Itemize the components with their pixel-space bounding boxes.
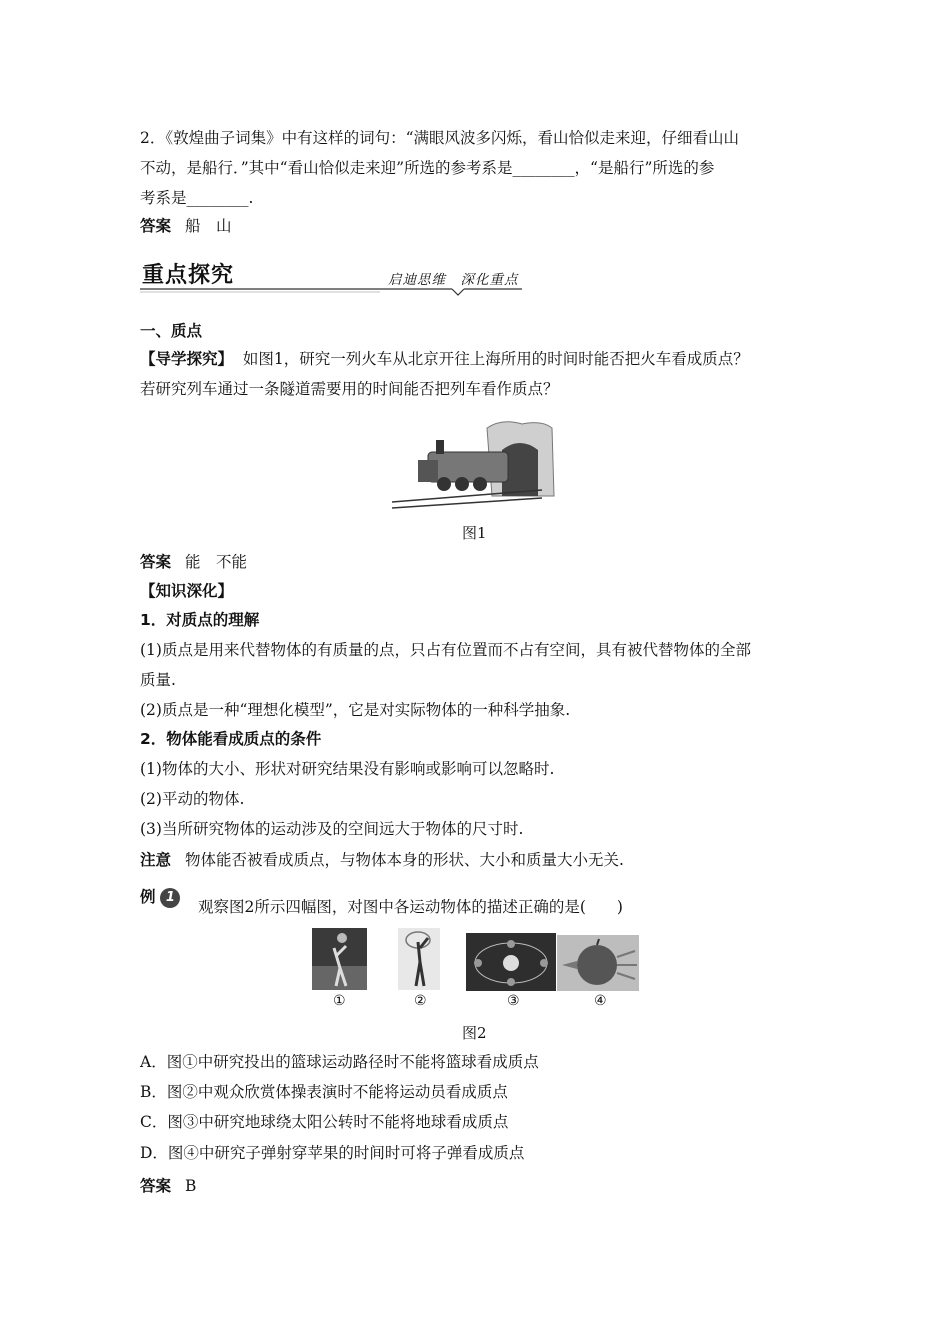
image-label-1: ① (333, 993, 346, 1009)
q2-line-1: 2．《敦煌曲子词集》中有这样的词句：“满眼风波多闪烁，看山恰似走来迎，仔细看山山 (140, 129, 740, 147)
part1-answer (140, 551, 247, 573)
example-number-badge: 1 (160, 888, 180, 908)
note-line (140, 849, 624, 871)
part1-heading: 一、质点 (140, 322, 203, 340)
option-c: C．图③中研究地球绕太阳公转时不能将地球看成质点 (140, 1113, 509, 1131)
knowledge-item1-p2: (2)质点是一种“理想化模型”，它是对实际物体的一种科学抽象. (140, 701, 571, 719)
gymnast-image (398, 928, 440, 990)
guide-line-2: 若研究列车通过一条隧道需要用的时间能否把列车看作质点？ (140, 380, 559, 398)
fig1-caption: 图1 (462, 524, 487, 542)
basketball-image (312, 928, 367, 990)
knowledge-item2-title: 2．物体能看成质点的条件 (140, 730, 322, 748)
example-char: 例 (140, 888, 156, 906)
example-question: 观察图2所示四幅图，对图中各运动物体的描述正确的是( ) (198, 898, 623, 916)
note-label: 注意 (140, 851, 172, 869)
knowledge-item2-p1: (1)物体的大小、形状对研究结果没有影响或影响可以忽略时. (140, 760, 555, 778)
answer-label: 答案 (140, 217, 172, 235)
section-underline (140, 258, 522, 298)
knowledge-item1-p1-line1: (1)质点是用来代替物体的有质量的点，只占有位置而不占有空间，具有被代替物体的全部 (140, 641, 751, 659)
apple-bullet-image (557, 935, 639, 991)
guide-label: 【导学探究】 (140, 350, 234, 368)
q2-answer (140, 215, 232, 237)
section-subtitle: 启迪思维 深化重点 (388, 272, 519, 288)
section-header (140, 258, 520, 298)
knowledge-item2-p3: (3)当所研究物体的运动涉及的空间远大于物体的尺寸时. (140, 820, 524, 838)
section-title: 重点探究 (142, 263, 235, 288)
image-label-3: ③ (507, 993, 520, 1009)
knowledge-item1-p1-line2: 质量. (140, 671, 176, 689)
note-text: 物体能否被看成质点，与物体本身的形状、大小和质量大小无关. (185, 851, 624, 869)
earth-orbit-image (466, 933, 556, 991)
answer-label: 答案 (140, 1177, 172, 1195)
answer-label: 答案 (140, 553, 172, 571)
train-tunnel-image (392, 418, 557, 510)
option-b: B．图②中观众欣赏体操表演时不能将运动员看成质点 (140, 1083, 508, 1101)
answer-text: 船 山 (185, 217, 232, 235)
knowledge-item2-p2: (2)平动的物体. (140, 790, 245, 808)
image-label-2: ② (414, 993, 427, 1009)
example-answer (140, 1175, 196, 1197)
q2-line-3: 考系是________. (140, 189, 254, 207)
answer-text: B (185, 1177, 197, 1195)
guide-text: 如图1，研究一列火车从北京开往上海所用的时间时能否把火车看成质点？ (242, 350, 749, 368)
image-label-4: ④ (594, 993, 607, 1009)
option-d: D．图④中研究子弹射穿苹果的时间时可将子弹看成质点 (140, 1144, 525, 1162)
guide-line-1 (140, 348, 749, 370)
knowledge-item1-title: 1．对质点的理解 (140, 611, 260, 629)
knowledge-label: 【知识深化】 (140, 582, 234, 600)
fig2-caption: 图2 (462, 1024, 487, 1042)
answer-text: 能 不能 (185, 553, 248, 571)
example-label (140, 886, 180, 908)
option-a: A．图①中研究投出的篮球运动路径时不能将篮球看成质点 (140, 1053, 539, 1071)
q2-line-2: 不动，是船行．”其中“看山恰似走来迎”所选的参考系是________，“是船行”所选的参 (140, 159, 715, 177)
